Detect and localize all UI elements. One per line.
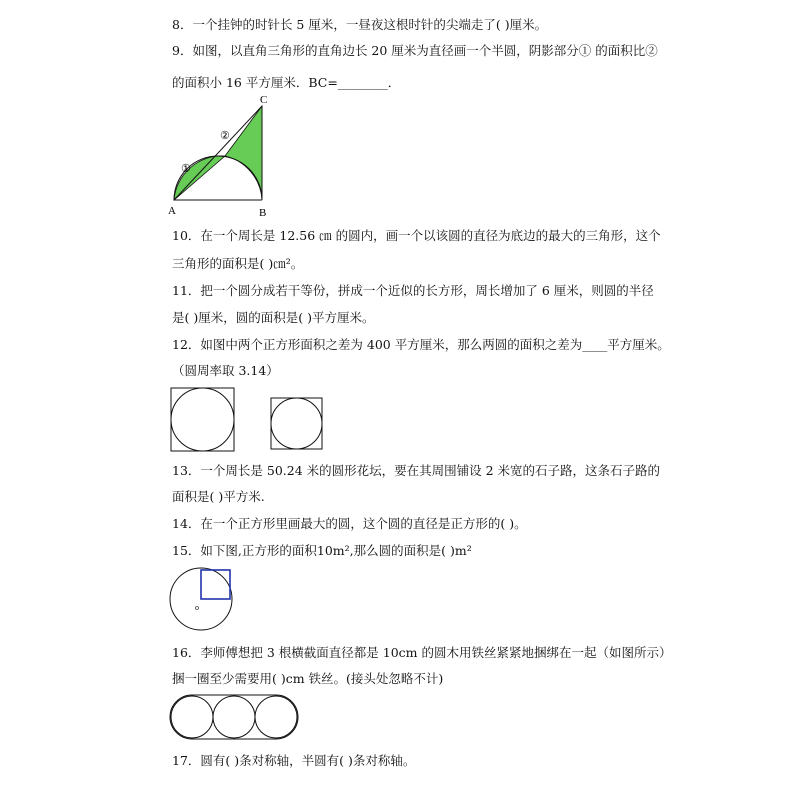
- log-circle-2: [213, 696, 255, 738]
- label-c: C: [260, 94, 268, 106]
- question-12-line-2: （圆周率取 3.14）: [172, 363, 279, 378]
- question-8: 8．一个挂钟的时针长 5 厘米，一昼夜这根时针的尖端走了( )厘米。: [172, 17, 548, 32]
- circle-with-square-figure: [168, 566, 238, 636]
- region-2-label: ②: [220, 130, 230, 142]
- question-9-line-2: 的面积小 16 平方厘米．BC=________．: [172, 75, 401, 90]
- question-15: 15．如下图,正方形的面积10m²,那么圆的面积是( )m²: [172, 543, 472, 558]
- question-13-line-1: 13．一个周长是 50.24 米的圆形花坛，要在其周围铺设 2 米宽的石子路，这条石子路的: [172, 463, 661, 478]
- label-a: A: [168, 205, 176, 217]
- small-circle: [271, 398, 322, 449]
- question-14: 14．在一个正方形里画最大的圆，这个圆的直径是正方形的( )。: [172, 516, 527, 531]
- triangle-semicircle-figure: [165, 92, 285, 222]
- shaded-region-2: [225, 106, 262, 200]
- question-11-line-2: 是( )厘米，圆的面积是( )平方厘米。: [172, 310, 375, 325]
- center-label: o: [195, 603, 199, 612]
- question-17: 17．圆有( )条对称轴，半圆有( )条对称轴。: [172, 753, 416, 768]
- question-10-line-1: 10．在一个周长是 12.56 ㎝ 的圆内，画一个以该圆的直径为底边的最大的三角形，这个: [172, 228, 661, 243]
- wire-loop: [170, 695, 298, 739]
- three-logs-figure: [170, 694, 302, 740]
- question-13-line-2: 面积是( )平方米.: [172, 489, 265, 504]
- two-squares-circles-figure: [170, 387, 330, 453]
- question-9-line-1: 9．如图，以直角三角形的直角边长 20 厘米为直径画一个半圆，阴影部分① 的面积比②: [172, 43, 658, 58]
- question-16-line-2: 捆一圈至少需要用( )cm 铁丝。(接头处忽略不计): [172, 671, 444, 686]
- question-10-line-2: 三角形的面积是( )㎝²。: [172, 256, 304, 271]
- log-circle-1: [171, 696, 213, 738]
- radius-square: [201, 570, 230, 599]
- label-b: B: [259, 207, 267, 219]
- question-11-line-1: 11．把一个圆分成若干等份，拼成一个近似的长方形，周长增加了 6 厘米，则圆的半径: [172, 283, 654, 298]
- question-12-line-1: 12．如图中两个正方形面积之差为 400 平方厘米，那么两圆的面积之差为____平方厘米。: [172, 337, 670, 352]
- region-1-label: ①: [181, 163, 191, 175]
- question-16-line-1: 16．李师傅想把 3 根横截面直径都是 10cm 的圆木用铁丝紧紧地捆绑在一起（如图所示）: [172, 645, 672, 660]
- large-circle: [171, 388, 234, 451]
- log-circle-3: [255, 696, 297, 738]
